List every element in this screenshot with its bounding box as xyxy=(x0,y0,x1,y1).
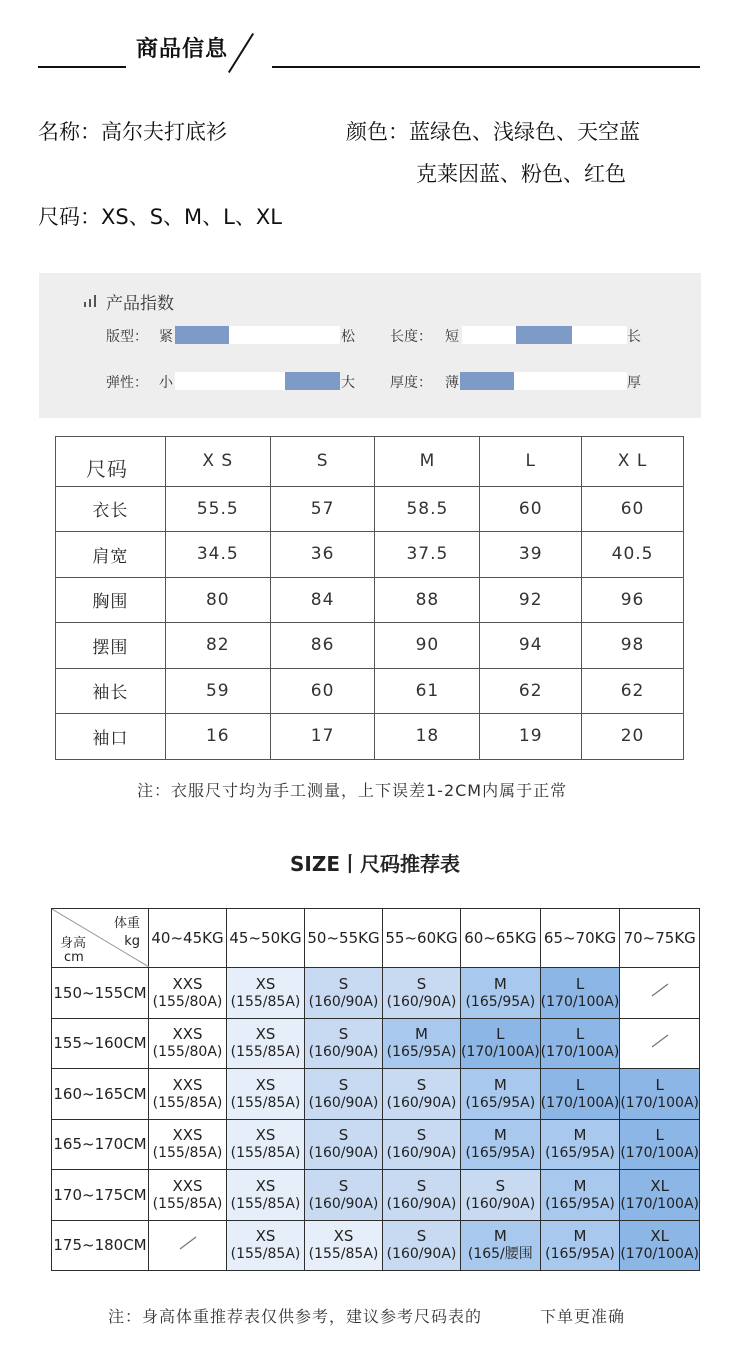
size-row xyxy=(56,668,684,714)
recommend-size: M xyxy=(573,1126,587,1145)
recommend-cell xyxy=(305,1119,383,1170)
size-cell: 62 xyxy=(480,668,582,714)
recommend-code: (165/95A) xyxy=(545,1195,615,1212)
recommend-code: (170/100A) xyxy=(620,1246,700,1263)
recommend-table xyxy=(51,908,700,1271)
recommend-row xyxy=(52,1119,700,1170)
recommend-note: 注：身高体重推荐表仅供参考，建议参考尺码表的 xyxy=(108,1307,483,1326)
recommend-cell xyxy=(620,1018,700,1069)
recommend-cell xyxy=(383,1069,461,1120)
size-cell: 86 xyxy=(270,623,375,669)
length-label: 长度： xyxy=(390,329,432,345)
recommend-cell xyxy=(305,1069,383,1120)
recommend-cell xyxy=(620,1069,700,1120)
not-available-slash xyxy=(648,1041,672,1057)
size-cell: 94 xyxy=(480,623,582,669)
recommend-size: S xyxy=(416,1227,427,1246)
fit-left: 紧 xyxy=(159,329,173,345)
recommend-code: (165/95A) xyxy=(545,1145,615,1162)
recommend-cell xyxy=(149,1220,227,1271)
recommend-size: XS xyxy=(255,1025,276,1044)
recommend-cell xyxy=(383,1018,461,1069)
weight-col: 40~45KG xyxy=(149,909,227,968)
header-slash xyxy=(228,33,254,73)
weight-col: 55~60KG xyxy=(383,909,461,968)
recommend-cell xyxy=(149,1069,227,1120)
not-available-slash xyxy=(176,1243,200,1259)
recommend-cell xyxy=(227,1119,305,1170)
size-cell: 61 xyxy=(375,668,480,714)
recommend-size: XXS xyxy=(172,1025,203,1044)
recommend-size: XS xyxy=(255,1126,276,1145)
size-row-label: 袖口 xyxy=(56,714,166,760)
recommend-code: (165/95A) xyxy=(465,993,536,1010)
recommend-row xyxy=(52,1018,700,1069)
elasticity-track xyxy=(175,372,340,390)
height-label: 170~175CM xyxy=(52,1170,149,1221)
recommend-size: M xyxy=(493,974,507,993)
recommend-code: (170/100A) xyxy=(620,1094,700,1111)
height-label: 155~160CM xyxy=(52,1018,149,1069)
recommend-cell xyxy=(383,1119,461,1170)
index-title: 产品指数 xyxy=(106,294,174,314)
product-colors-cont: 克莱因蓝、粉色、红色 xyxy=(416,162,626,186)
recommend-size: S xyxy=(416,1126,427,1145)
size-row xyxy=(56,532,684,578)
recommend-code: (155/85A) xyxy=(152,1145,223,1162)
weight-col: 50~55KG xyxy=(305,909,383,968)
thickness-indicator xyxy=(460,372,514,390)
recommend-size: L xyxy=(575,1075,585,1094)
recommend-code: (160/90A) xyxy=(308,1044,379,1061)
recommend-cell xyxy=(149,1170,227,1221)
recommend-code: (160/90A) xyxy=(386,1246,457,1263)
recommend-code: (155/85A) xyxy=(308,1246,379,1263)
length-track xyxy=(462,326,627,344)
recommend-code: (170/100A) xyxy=(540,993,620,1010)
recommend-cell xyxy=(620,1220,700,1271)
size-row-label: 袖长 xyxy=(56,668,166,714)
size-cell: 36 xyxy=(270,532,375,578)
size-corner: 尺码 xyxy=(56,437,166,487)
recommend-size: XS xyxy=(255,1227,276,1246)
height-label: 160~165CM xyxy=(52,1069,149,1120)
size-cell: 17 xyxy=(270,714,375,760)
size-cell: 39 xyxy=(480,532,582,578)
recommend-cell xyxy=(227,1220,305,1271)
recommend-row xyxy=(52,1220,700,1271)
header-rule-left xyxy=(38,66,126,68)
size-cell: 57 xyxy=(270,486,375,532)
recommend-code: (160/90A) xyxy=(465,1195,536,1212)
recommend-cell xyxy=(540,1018,620,1069)
recommend-size: XS xyxy=(255,1075,276,1094)
recommend-size: XXS xyxy=(172,1176,203,1195)
recommend-size: M xyxy=(573,1176,587,1195)
recommend-cell xyxy=(305,1220,383,1271)
size-note: 注：衣服尺寸均为手工测量，上下误差1-2CM内属于正常 xyxy=(137,781,568,800)
recommend-title: SIZE丨尺码推荐表 xyxy=(289,852,460,876)
recommend-cell xyxy=(305,968,383,1019)
size-row-label: 胸围 xyxy=(56,577,166,623)
recommend-row xyxy=(52,1069,700,1120)
recommend-cell xyxy=(461,1119,541,1170)
size-cell: 62 xyxy=(582,668,684,714)
recommend-code: (155/85A) xyxy=(230,1246,301,1263)
size-cell: 18 xyxy=(375,714,480,760)
recommend-cell xyxy=(383,1220,461,1271)
product-colors: 颜色：蓝绿色、浅绿色、天空蓝 xyxy=(346,120,640,144)
recommend-row xyxy=(52,1170,700,1221)
recommend-code: (160/90A) xyxy=(308,993,379,1010)
length-indicator xyxy=(516,326,572,344)
recommend-code: (160/90A) xyxy=(308,1094,379,1111)
recommend-code: (155/85A) xyxy=(152,1094,223,1111)
recommend-size: XL xyxy=(650,1227,669,1246)
recommend-cell xyxy=(305,1018,383,1069)
size-row-label: 肩宽 xyxy=(56,532,166,578)
size-col: S xyxy=(270,437,375,487)
size-cell: 19 xyxy=(480,714,582,760)
fit-right: 松 xyxy=(341,329,355,345)
size-cell: 58.5 xyxy=(375,486,480,532)
size-col: L xyxy=(480,437,582,487)
thickness-right: 厚 xyxy=(627,375,641,391)
recommend-size: XL xyxy=(650,1176,669,1195)
thickness-label: 厚度： xyxy=(390,375,432,391)
elasticity-left: 小 xyxy=(159,375,173,391)
recommend-cell xyxy=(149,968,227,1019)
fit-track xyxy=(175,326,340,344)
length-right: 长 xyxy=(627,329,641,345)
recommend-size: L xyxy=(496,1025,505,1044)
recommend-code: (170/100A) xyxy=(620,1195,700,1212)
bar-chart-icon xyxy=(84,295,100,307)
recommend-size: XS xyxy=(255,974,276,993)
recommend-cell xyxy=(383,968,461,1019)
recommend-size: L xyxy=(575,974,585,993)
header-rule-right xyxy=(272,66,700,68)
recommend-code: (160/90A) xyxy=(386,1195,457,1212)
recommend-code: (165/腰围 xyxy=(467,1246,533,1263)
elasticity-label: 弹性： xyxy=(106,375,148,391)
size-row-label: 摆围 xyxy=(56,623,166,669)
recommend-size: S xyxy=(416,1176,427,1195)
length-left: 短 xyxy=(445,329,459,345)
recommend-cell xyxy=(227,968,305,1019)
height-label: 165~170CM xyxy=(52,1119,149,1170)
size-row xyxy=(56,577,684,623)
recommend-code: (155/85A) xyxy=(230,1145,301,1162)
recommend-code: (155/85A) xyxy=(230,1044,301,1061)
recommend-cell xyxy=(540,1220,620,1271)
weight-col: 65~70KG xyxy=(540,909,620,968)
weight-col: 45~50KG xyxy=(227,909,305,968)
recommend-cell xyxy=(540,968,620,1019)
recommend-code: (165/95A) xyxy=(386,1044,457,1061)
recommend-code: (160/90A) xyxy=(386,993,457,1010)
recommend-note-tail: 下单更准确 xyxy=(540,1307,626,1326)
size-row-label: 衣长 xyxy=(56,486,166,532)
recommend-size: S xyxy=(495,1176,506,1195)
size-col: X S xyxy=(165,437,270,487)
recommend-cell xyxy=(227,1018,305,1069)
size-cell: 16 xyxy=(165,714,270,760)
recommend-code: (160/90A) xyxy=(386,1145,457,1162)
recommend-size: L xyxy=(655,1075,664,1094)
size-header-row xyxy=(56,437,684,487)
recommend-cell xyxy=(540,1119,620,1170)
recommend-cell xyxy=(620,968,700,1019)
size-col: X L xyxy=(582,437,684,487)
recommend-code: (155/80A) xyxy=(152,993,223,1010)
size-cell: 40.5 xyxy=(582,532,684,578)
fit-indicator xyxy=(175,326,229,344)
size-cell: 20 xyxy=(582,714,684,760)
recommend-code: (155/85A) xyxy=(152,1195,223,1212)
size-col: M xyxy=(375,437,480,487)
corner-weight: 体重 xyxy=(113,916,140,931)
recommend-code: (170/100A) xyxy=(540,1094,620,1111)
size-cell: 37.5 xyxy=(375,532,480,578)
size-table xyxy=(55,436,684,760)
size-cell: 55.5 xyxy=(165,486,270,532)
recommend-size: XXS xyxy=(172,1126,203,1145)
recommend-code: (160/90A) xyxy=(308,1195,379,1212)
recommend-cell xyxy=(620,1170,700,1221)
recommend-cell xyxy=(540,1069,620,1120)
size-cell: 96 xyxy=(582,577,684,623)
recommend-size: XS xyxy=(255,1176,276,1195)
recommend-size: L xyxy=(655,1126,664,1145)
thickness-track xyxy=(460,372,627,390)
recommend-cell xyxy=(461,1220,541,1271)
weight-col: 70~75KG xyxy=(620,909,700,968)
size-row xyxy=(56,486,684,532)
recommend-cell xyxy=(383,1170,461,1221)
recommend-code: (170/100A) xyxy=(620,1145,700,1162)
recommend-size: M xyxy=(573,1227,587,1246)
thickness-left: 薄 xyxy=(445,375,459,391)
fit-label: 版型： xyxy=(106,329,148,345)
recommend-code: (170/100A) xyxy=(540,1044,620,1061)
recommend-cell xyxy=(227,1170,305,1221)
recommend-code: (165/95A) xyxy=(465,1094,536,1111)
size-cell: 84 xyxy=(270,577,375,623)
recommend-code: (160/90A) xyxy=(308,1145,379,1162)
recommend-cell xyxy=(461,1069,541,1120)
size-cell: 60 xyxy=(582,486,684,532)
recommend-code: (155/85A) xyxy=(230,1195,301,1212)
recommend-size: S xyxy=(416,1075,427,1094)
recommend-size: M xyxy=(415,1025,428,1044)
recommend-code: (155/85A) xyxy=(230,1094,301,1111)
corner-kg: kg xyxy=(124,934,140,949)
recommend-cell xyxy=(540,1170,620,1221)
size-cell: 60 xyxy=(480,486,582,532)
recommend-code: (165/95A) xyxy=(465,1145,536,1162)
recommend-cell xyxy=(227,1069,305,1120)
elasticity-right: 大 xyxy=(341,375,355,391)
not-available-slash xyxy=(648,990,672,1006)
recommend-code: (165/95A) xyxy=(545,1246,615,1263)
corner-cm: cm xyxy=(64,950,84,965)
recommend-size: S xyxy=(338,1025,349,1044)
size-row xyxy=(56,623,684,669)
size-cell: 34.5 xyxy=(165,532,270,578)
size-cell: 80 xyxy=(165,577,270,623)
height-label: 150~155CM xyxy=(52,968,149,1019)
recommend-code: (170/100A) xyxy=(461,1044,540,1061)
size-cell: 82 xyxy=(165,623,270,669)
recommend-size: S xyxy=(338,974,349,993)
recommend-code: (155/85A) xyxy=(230,993,301,1010)
corner-height: 身高 xyxy=(60,936,87,951)
recommend-code: (160/90A) xyxy=(386,1094,457,1111)
recommend-cell xyxy=(620,1119,700,1170)
size-cell: 59 xyxy=(165,668,270,714)
recommend-code: (155/80A) xyxy=(152,1044,223,1061)
recommend-cell xyxy=(461,968,541,1019)
recommend-size: L xyxy=(575,1025,585,1044)
height-label: 175~180CM xyxy=(52,1220,149,1271)
recommend-size: M xyxy=(493,1126,507,1145)
recommend-cell xyxy=(149,1018,227,1069)
section-title: 商品信息 xyxy=(136,37,229,62)
size-cell: 60 xyxy=(270,668,375,714)
elasticity-indicator xyxy=(285,372,340,390)
recommend-cell xyxy=(461,1018,541,1069)
recommend-size: M xyxy=(493,1227,507,1246)
recommend-header-row xyxy=(52,909,700,968)
size-cell: 98 xyxy=(582,623,684,669)
recommend-size: XXS xyxy=(172,1075,203,1094)
recommend-size: XS xyxy=(333,1227,354,1246)
size-cell: 88 xyxy=(375,577,480,623)
product-sizes: 尺码：XS、S、M、L、XL xyxy=(38,205,282,229)
recommend-size: S xyxy=(338,1176,349,1195)
size-cell: 92 xyxy=(480,577,582,623)
recommend-cell xyxy=(305,1170,383,1221)
recommend-cell xyxy=(149,1119,227,1170)
size-cell: 90 xyxy=(375,623,480,669)
recommend-size: S xyxy=(338,1075,349,1094)
recommend-size: M xyxy=(493,1075,507,1094)
weight-col: 60~65KG xyxy=(461,909,541,968)
recommend-corner xyxy=(52,909,149,968)
recommend-row xyxy=(52,968,700,1019)
size-row xyxy=(56,714,684,760)
product-name: 名称：高尔夫打底衫 xyxy=(38,120,227,144)
recommend-cell xyxy=(461,1170,541,1221)
recommend-size: S xyxy=(416,974,427,993)
recommend-size: S xyxy=(338,1126,349,1145)
recommend-size: XXS xyxy=(172,974,203,993)
